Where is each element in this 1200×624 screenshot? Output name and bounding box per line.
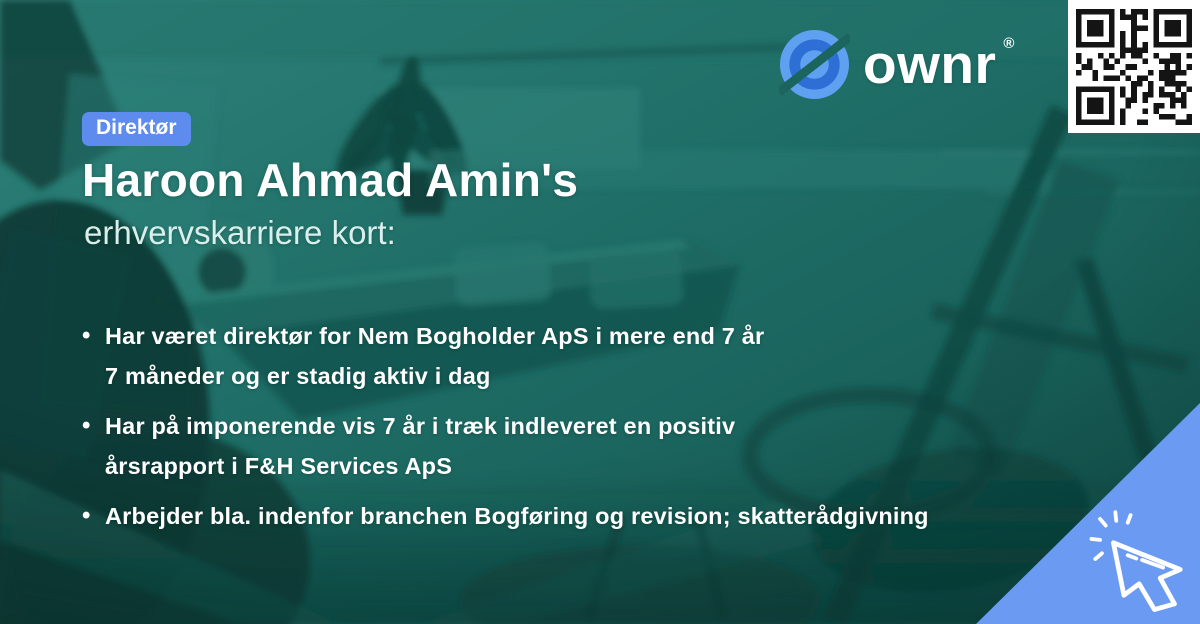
qr-code: [1068, 0, 1200, 133]
fact-text: [105, 496, 929, 536]
fact-text: [105, 406, 735, 486]
list-item: [82, 316, 1152, 396]
fact-line: Har været direktør for Nem Bogholder ApS i mere end 7 år: [105, 323, 765, 349]
person-name-title: Haroon Ahmad Amin's: [82, 154, 579, 206]
card-subtitle: erhvervskarriere kort:: [84, 214, 396, 251]
qr-code-pattern: [1076, 9, 1192, 125]
fact-text: [105, 316, 764, 396]
fact-line: Arbejder bla. indenfor branchen Bogføring og revision; skatterådgivning: [105, 503, 929, 529]
fact-line: 7 måneder og er stadig aktiv i dag: [105, 363, 491, 389]
fact-line: årsrapport i F&H Services ApS: [105, 453, 453, 479]
ownr-circle-icon: [779, 29, 850, 100]
ownr-logo-text: ownr: [863, 33, 997, 95]
career-facts-list: [82, 316, 1152, 546]
bullet-dot: •: [82, 322, 91, 349]
list-item: [82, 406, 1152, 486]
registered-trademark: ®: [1003, 35, 1015, 52]
bullet-dot: •: [82, 412, 91, 439]
fact-line: Har på imponerende vis 7 år i træk indleveret en positiv: [105, 413, 736, 439]
click-cursor-icon: [1087, 496, 1199, 622]
bullet-dot: •: [82, 502, 91, 529]
list-item: [82, 496, 1152, 536]
ownr-logo: [779, 29, 1014, 100]
job-title-badge: Direktør: [82, 112, 191, 146]
